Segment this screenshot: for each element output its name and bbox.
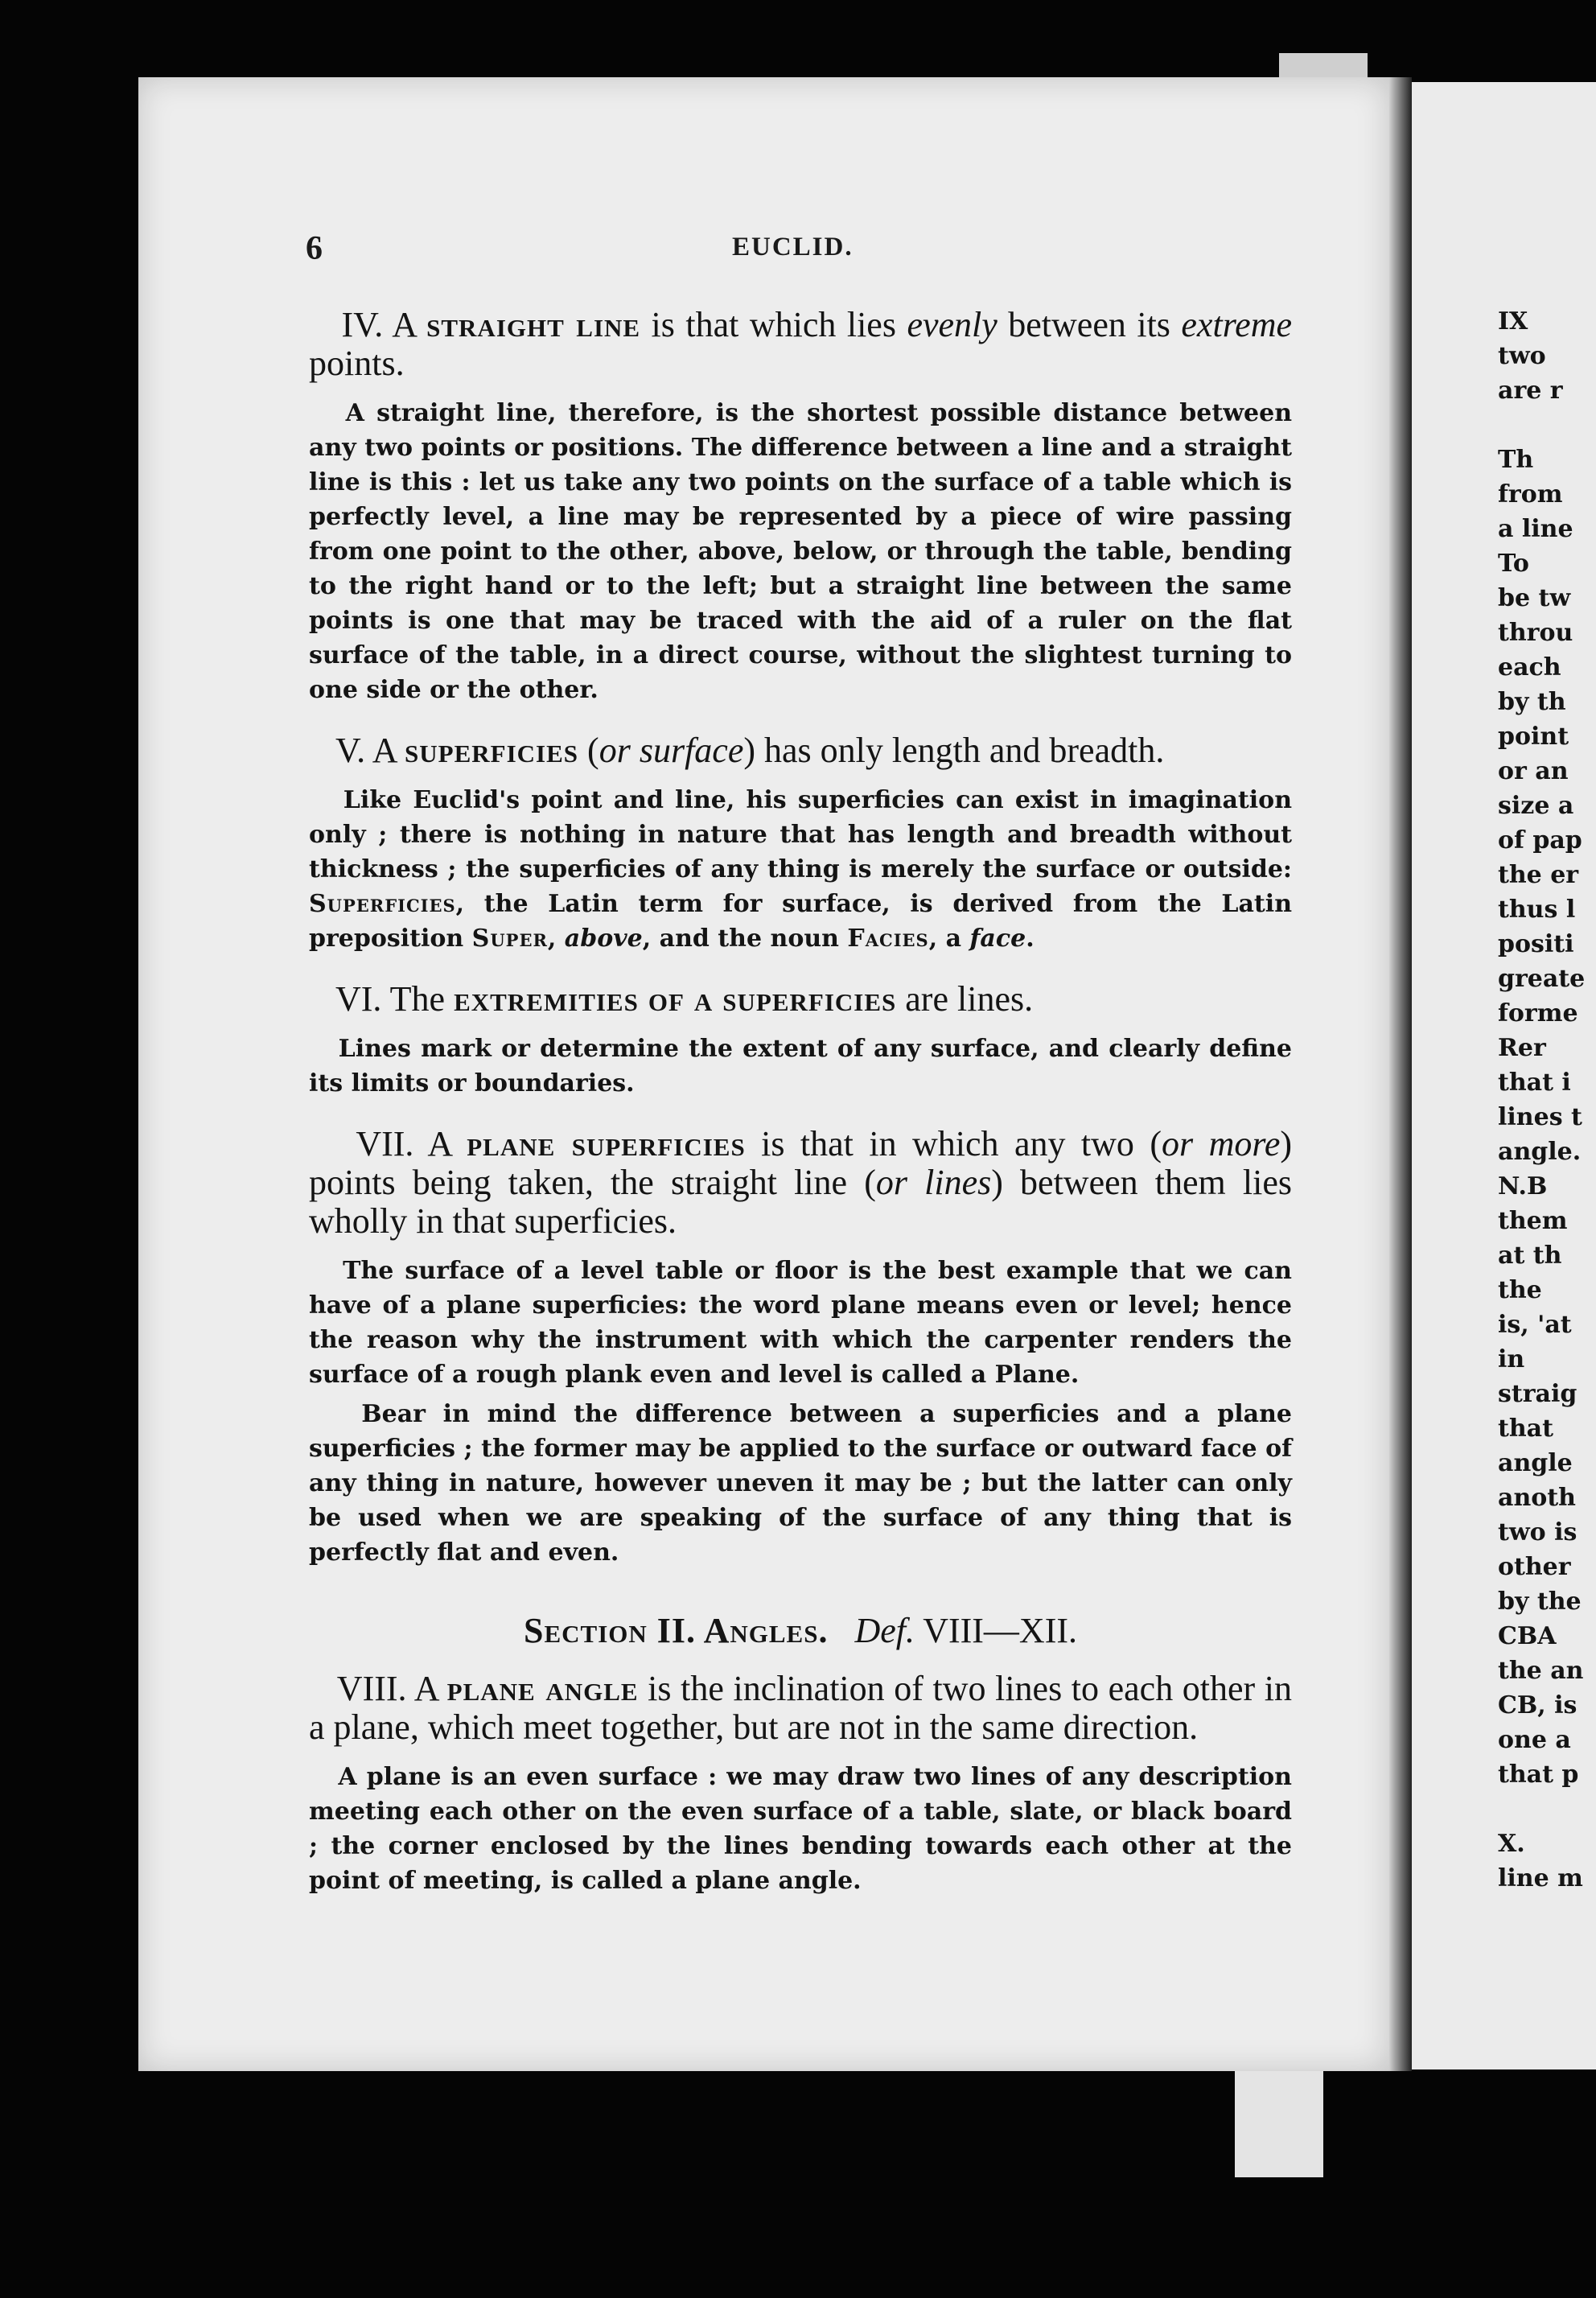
section-def-label: Def. [854,1611,915,1650]
commentary-text: . [1026,925,1035,953]
def-word: The [389,979,446,1019]
commentary-text: The surface of a level table or floor is the best example that we can have of a plane superficies: the word plane means even or level; hence the reason why the instrument with which the carpenter renders the surface of a rough plank even and level is called a Plane. [309,1257,1292,1389]
section-range: VIII—XII. [914,1611,1078,1650]
def-term: plane angle [446,1669,639,1708]
facing-page-line: angle [1498,1449,1573,1477]
book-gutter [1389,77,1412,2071]
facing-page-line: is, 'at [1498,1311,1572,1339]
commentary-emphasis: above [564,925,643,953]
def-numeral: VII. [356,1124,414,1163]
facing-page-line: greate [1498,965,1586,993]
def-emphasis: evenly [907,305,998,344]
facing-page-line: thus l [1498,896,1576,924]
facing-page-line: other [1498,1553,1571,1581]
facing-page-line: the [1498,1276,1542,1304]
definition-v [309,731,1292,770]
def-term: plane superficies [467,1124,746,1163]
def-word: A [427,1124,451,1163]
facing-page-line: To [1498,550,1529,578]
commentary-v [309,783,1292,956]
facing-page-line: lines t [1498,1103,1582,1131]
commentary-text: Like Euclid's point and line, his superficies can exist in imagination only ; there is nothing in nature that has length and breadth without thickness ; the superficies of any thing is merely the surface or outside: [309,786,1292,883]
def-emphasis: more [1208,1124,1281,1163]
def-numeral: IV. [341,305,384,344]
facing-page-text [1498,304,1596,1896]
def-word: A [413,1669,438,1708]
def-term: straight line [426,305,641,344]
facing-page-line: in [1498,1345,1525,1373]
facing-page-line: Rer [1498,1034,1546,1062]
commentary-term: Facies [847,925,929,953]
commentary-term: Super [471,925,548,953]
facing-page-line: anoth [1498,1484,1576,1512]
facing-page-line: CB, is [1498,1691,1577,1719]
commentary-text: , the Latin term for surface, is derived from the Latin preposition [309,890,1292,953]
def-text: points. [309,344,405,383]
def-text: ) points being taken, the straight line ( [309,1124,1293,1202]
def-term: superficies [405,731,579,770]
commentary-vii-2 [309,1397,1292,1570]
def-text: ) [743,731,756,770]
facing-page-line: them [1498,1207,1568,1235]
facing-page-line: be tw [1498,584,1571,612]
commentary-vii-1 [309,1254,1292,1392]
def-text: is that which lies [640,305,907,344]
commentary-text: A straight line, therefore, is the shortest possible distance between any two points or positions. The difference between a line and a straight line is this : let us take any two points on the surface of a table which is perfectly level, a line may be represented by a piece of wire passing from one point to the other, above, below, or through the table, bending to the right hand or to the left; but a straight line between the same points is one that may be traced with the aid of a ruler on the flat surface of the table, in a direct course, without the slightest turning to one side or the other. [309,399,1293,704]
def-term: extremities of a superficies [454,979,897,1019]
facing-page-line [1498,1792,1596,1826]
running-head [306,229,1295,278]
def-text: ) between them lies wholly in that superficies. [309,1163,1293,1241]
facing-page-line: CBA [1498,1622,1557,1650]
def-emphasis: or [875,1163,907,1202]
commentary-text: Lines mark or determine the extent of any surface, and clearly define its limits or boundaries. [309,1035,1293,1098]
definition-iv [309,306,1292,383]
commentary-iv [309,396,1292,707]
facing-page-line: positi [1498,930,1574,958]
facing-page-line: two [1498,342,1546,370]
def-emphasis: or [1162,1124,1194,1163]
facing-page-line: line m [1498,1864,1583,1892]
def-text: is the inclination of two lines to each other in a plane, which meet together, but are not in the same direction. [309,1669,1293,1747]
def-numeral: VI. [335,979,382,1019]
def-text: between its [997,305,1182,344]
running-head-title: EUCLID. [732,233,854,262]
facing-page-line: angle. [1498,1138,1582,1166]
def-emphasis: lines [924,1163,992,1202]
def-word: A [372,731,397,770]
commentary-viii [309,1760,1292,1898]
commentary-term: Superficies [309,890,456,918]
facing-page-line: the an [1498,1657,1584,1685]
page-tab-bottom [1235,2057,1323,2177]
facing-page-line: forme [1498,999,1578,1028]
commentary-text: A plane is an even surface : we may draw two lines of any description meeting each other on the even surface of a table, slate, or black board ; the corner enclosed by the lines bending towards each other at the point of meeting, is called a plane angle. [309,1763,1292,1895]
def-text: ( [578,731,599,770]
facing-page-line: by th [1498,688,1566,716]
facing-page-line: each [1498,653,1561,682]
commentary-emphasis: face [969,925,1026,953]
facing-page-line: throu [1498,619,1573,647]
definition-viii [309,1670,1292,1747]
facing-page-line: size a [1498,792,1574,820]
facing-page-line: that p [1498,1761,1579,1789]
facing-page-line [1498,408,1596,443]
commentary-vi [309,1032,1292,1101]
def-numeral: V. [335,731,366,770]
main-text [309,306,1292,1898]
commentary-text: , and the noun [642,925,848,953]
definition-vii [309,1125,1292,1241]
facing-page-line: of pap [1498,826,1582,855]
facing-page-line: that [1498,1415,1553,1443]
def-emphasis: or [598,731,631,770]
facing-page-line: a line [1498,515,1573,543]
facing-page-line: or an [1498,757,1569,785]
def-text: is that in which any two ( [745,1124,1162,1163]
facing-page-line: X. [1498,1830,1525,1858]
facing-page-line: by the [1498,1588,1582,1616]
facing-page-line: point [1498,723,1569,751]
facing-page-line: are r [1498,377,1563,405]
facing-page-line: two is [1498,1518,1577,1546]
page-number: 6 [306,230,323,267]
section-label: Section II. Angles. [523,1611,829,1650]
def-emphasis: extreme [1181,305,1293,344]
def-emphasis: surface [639,731,744,770]
commentary-text: Bear in mind the difference between a superficies and a plane superficies ; the former may be applied to the surface or outward face of any thing in nature, however uneven it may be ; but the latter can only be used when we are speaking of the surface of any thing that is perfectly flat and even. [309,1400,1292,1567]
facing-page-line: N.B [1498,1172,1548,1200]
facing-page-line: the er [1498,861,1579,889]
section-heading [309,1612,1292,1650]
def-text: has only length and breadth. [755,731,1165,770]
commentary-text: , [547,925,565,953]
definition-vi [309,980,1292,1019]
commentary-text: , a [928,925,970,953]
facing-page-line: from [1498,480,1563,509]
facing-page-line: IX [1498,307,1528,336]
facing-page-line: one a [1498,1726,1571,1754]
def-word: A [392,305,416,344]
facing-page-line: that i [1498,1069,1571,1097]
def-text: are lines. [896,979,1034,1019]
def-numeral: VIII. [336,1669,407,1708]
facing-page-line: Th [1498,446,1534,474]
facing-page-line: straig [1498,1380,1577,1408]
facing-page-line: at th [1498,1242,1562,1270]
